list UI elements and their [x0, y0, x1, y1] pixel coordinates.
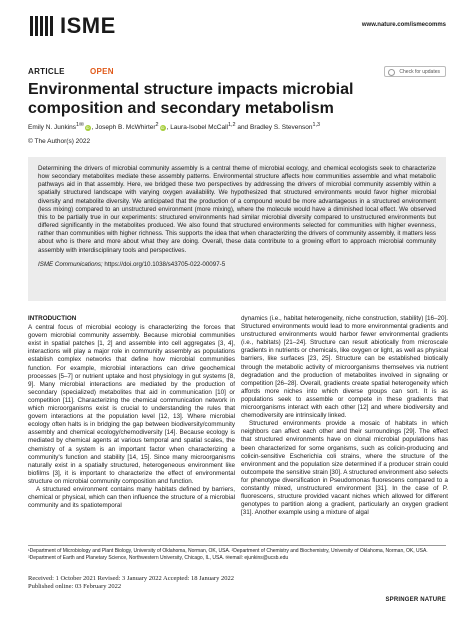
author-list: Emily N. Junkins$^{1✉}$ iD , Joseph B. McWhirter$^2$ iD , Laura-Isobel McCall$^{1,2}$ and Bradley S. Stevenson$^{1,3}$ [28, 122, 321, 132]
journal-url-link[interactable]: www.nature.com/ismecomms [361, 22, 446, 28]
open-access-label: OPEN [90, 67, 114, 76]
article-type-label: ARTICLE [28, 67, 65, 76]
author-affiliation-sup: 1,2 [228, 122, 236, 128]
abstract-text: Determining the drivers of microbial community assembly is a central theme of microbial ecology, and chemical ecologists seek to characterize how secondary metabolites mediate these assembly patterns. Environmental structure affects how communities assemble and what metabolic pathways aid in that assembly. Here, we bridged these two perspectives by addressing the drivers of microbial community assembly within a spatially structured landscape with varying oxygen availability. We hypothesized that structured environments would favor higher microbial diversity and metabolite diversity. We anticipated that the production of a compound would be more advantageous in a structured environment (less mixing) compared to an unstructured environment (more mixing), where the molecule would have a diminished local effect. We observed this to be partially true in our experiments: structured environments had similar microbial diversity compared to unstructured environments but differed significantly in the metabolites produced. We also found that structured environments selected for communities with higher evenness, rather than communities with higher richness. This supports the idea that when characterizing the drivers of community assembly, it matters less about who is there and more about what they are doing. Overall, these data contribute to a growing effort to approach microbial community assembly with interdisciplinary tools and perspectives. [38, 165, 436, 254]
published-date-line: Published online: 03 February 2022 [28, 583, 122, 590]
orcid-icon[interactable]: iD [85, 125, 90, 131]
body-paragraph: A structured environment contains many habitats defined by barriers, chemical or physical, which can then influence the structure of a microbial community and its spatiotemporal [28, 485, 235, 510]
isme-logo[interactable] [28, 14, 116, 38]
author-name[interactable]: and Bradley S. Stevenson [237, 124, 313, 132]
body-paragraph: Structured environments provide a mosaic of habitats in which neighbors can affect each other and their surroundings [29]. The effect that structured environments have on clonal microbial populations has been characterized for some organisms, such as colicin-producing and colicin-sensitive Escherichia coli strains, where the structure of the environment and the population size determined if a producer strain could outcompete the sensitive strain [30]. A structured environment also selects for phenotype diversification in Pseudomonas fluorescens compared to a constantly mixed, unstructured environment [31]. In the case of P. fluorescens, structure provided vacant niches which allowed for different genotypes to partition along a gradient, particularly an oxygen gradient [31]. Another example using a mixture of algal [241, 420, 448, 517]
author-affiliation-sup: 2 [155, 122, 159, 128]
body-paragraph: A central focus of microbial ecology is characterizing the forces that govern microbial community assembly. Because microbial communities exist in spatial patches [1, 2] and assemble into cell aggregates [3, 4], interactions will play a major role in community assembly as populations establish complex networks that define how microbial communities function. For example, microbial interactions can drive geochemical processes [5–7] or nutrient uptake and host physiology in gut systems [8, 9]. Many microbial interactions are mediated by the production of secondary (specialized) metabolites that aid in communication [10] or competition [11]. Characterizing the chemical communication network in which microorganisms exist is crucial to understanding the rules that govern interactions at the population level [12, 13]. Where microbial ecology often halts is in bridging the gap between biodiversity/community assembly and chemical ecology/chemodiversity [14]. Because ecology is mediated by chemical agents at various temporal and spatial scales, the chemistry of a system is an important factor when characterizing a community's function and stability [14, 15]. Since many microorganisms naturally exist in a spatially structured, heterogeneous environment like biofilms [3], it is important to characterize the effect of environmental structure on microbial community composition and function. [28, 324, 235, 485]
abstract-box [28, 157, 446, 301]
isme-logo-mark-icon [28, 14, 56, 38]
citation-line [38, 261, 436, 268]
journal-name: ISME [60, 13, 116, 38]
received-dates-line: Received: 1 October 2021 Revised: 3 January 2022 Accepted: 18 January 2022 [28, 575, 234, 582]
check-updates-icon [388, 69, 395, 76]
body-column-right [241, 315, 448, 517]
author-affiliation-sup: 1✉ [76, 122, 84, 128]
check-updates-label: Check for updates [399, 69, 440, 75]
body-column-left [28, 315, 235, 510]
publisher-logo: SPRINGER NATURE [385, 597, 446, 603]
publication-dates [28, 575, 234, 591]
orcid-icon[interactable]: iD [160, 125, 165, 131]
section-heading-introduction: INTRODUCTION [28, 315, 77, 322]
article-title: Environmental structure impacts microbial composition and secondary metabolism [28, 81, 354, 117]
body-paragraph: dynamics (i.e., habitat heterogeneity, niche construction, stability) [16–20]. Structured environments would lead to more environmental gradients and unstructured environments would harbor fewer environmental gradients (i.e., habitats) [21–24]. Structure can result abiotically from microscale gradients in nutrients or chemicals, like oxygen or light, as well as physical barriers, like surfaces [23, 25]. Structure can be established biotically through the metabolic activity of microorganisms themselves via nutrient degradation and the production of metabolites involved in signaling or competition [26–28]. Overall, gradients create spatial heterogeneity which affords more niches into which diverse groups can sort. It is as populations seek to assemble or compete in these gradients that microorganisms interact with each other [12] and where biodiversity and chemodiversity are intrinsically linked. [241, 315, 448, 420]
citation-journal: ISME Communications; [38, 260, 103, 268]
author-affiliation-sup: 1,3 [312, 122, 321, 128]
author-name[interactable]: Emily N. Junkins [28, 124, 77, 132]
copyright-notice: © The Author(s) 2022 [28, 138, 91, 145]
author-name[interactable]: Joseph B. McWhirter [95, 124, 156, 132]
footnote-divider [28, 545, 446, 546]
doi-link[interactable]: https://doi.org/10.1038/s43705-022-00097-5 [104, 260, 226, 268]
author-name[interactable]: Laura-Isobel McCall [170, 124, 228, 132]
affiliations-footnote: ¹Department of Microbiology and Plant Biology, University of Oklahoma, Norman, OK, USA. ²Department of Chemistry and Biochemistry, University of Oklahoma, Norman, OK, USA. ³Department of Earth and Planetary Science, Northwestern University, Chicago, IL, USA. ✉email: ejunkins@ucsb.edu [28, 548, 428, 561]
check-for-updates-button[interactable] [384, 66, 446, 77]
journal-header [28, 14, 446, 40]
article-meta-row [28, 67, 446, 79]
